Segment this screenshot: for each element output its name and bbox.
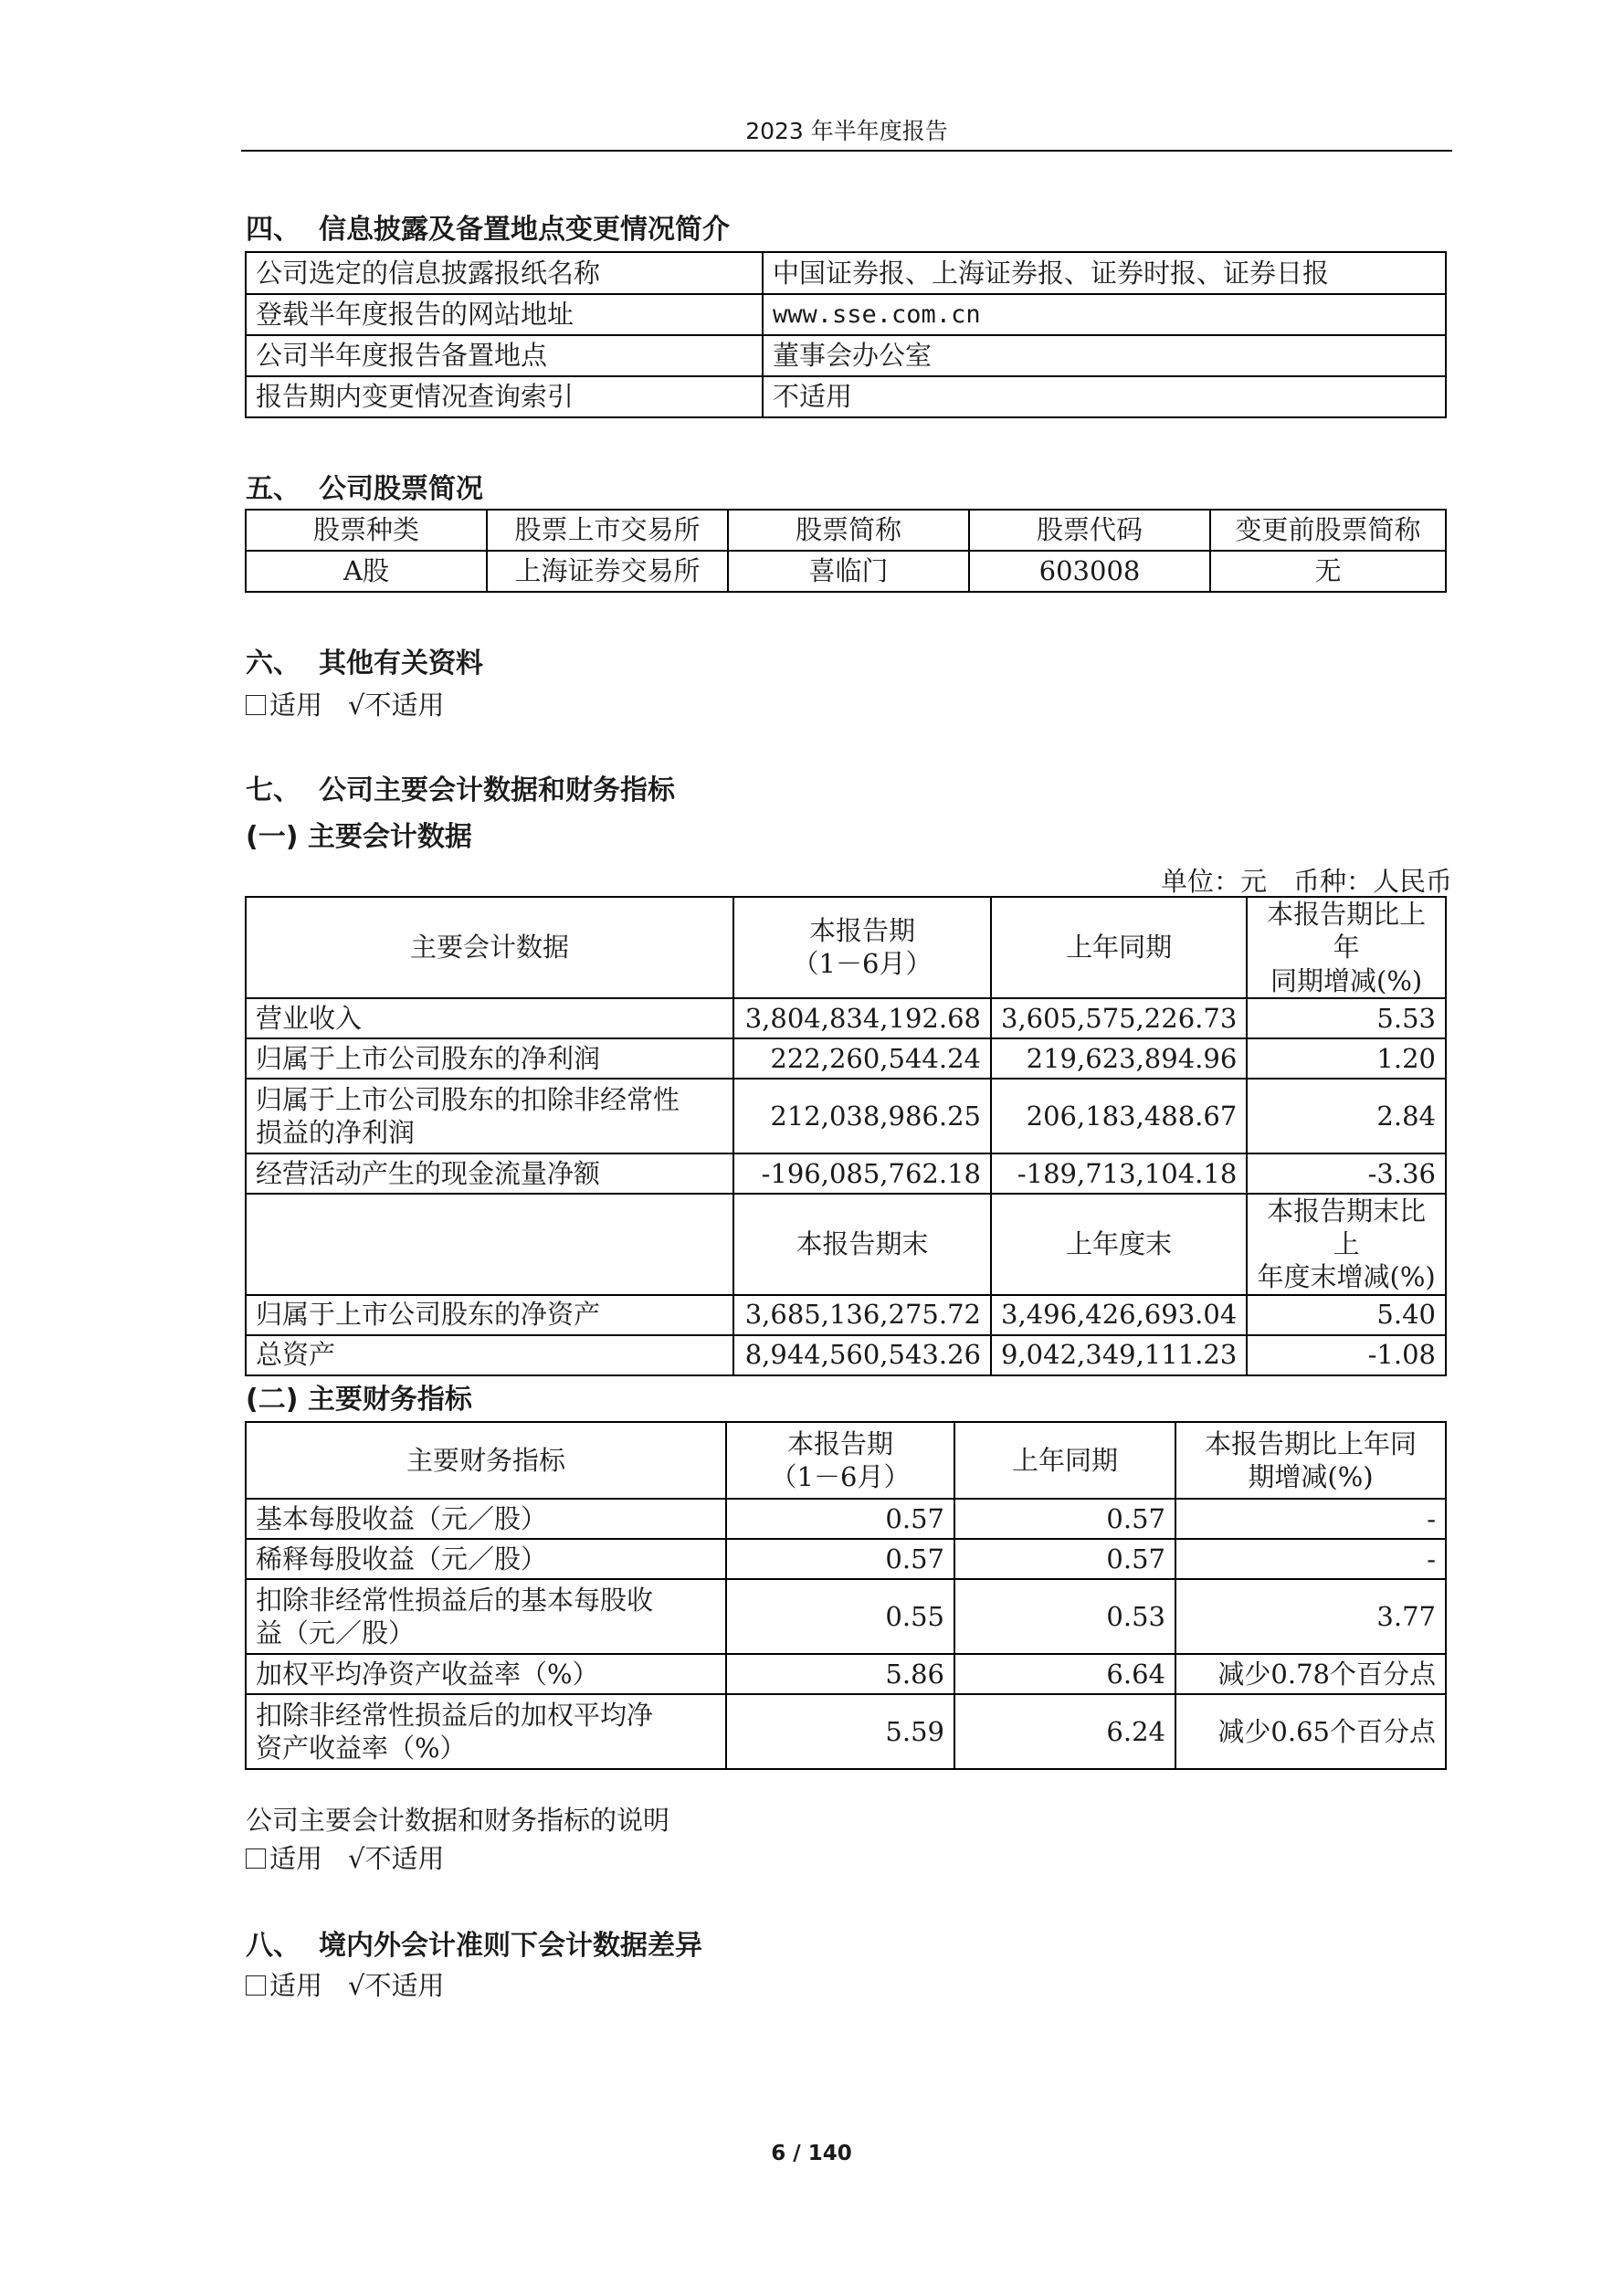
label-line: 归属于上市公司股东的扣除非经常性 <box>256 1083 680 1115</box>
table-cell-number: 206,183,488.67 <box>991 1079 1247 1153</box>
table-cell-number: 222,260,544.24 <box>733 1038 991 1079</box>
table-cell-number: 3,605,575,226.73 <box>991 998 1247 1038</box>
label-line: 益（元／股） <box>256 1617 416 1648</box>
table-row <box>246 998 1446 1038</box>
table-row <box>246 294 1446 335</box>
table-row <box>246 252 1446 294</box>
table-cell-label <box>246 1694 726 1769</box>
section-7-applicability <box>246 1838 445 1876</box>
table-header-row <box>246 1194 1446 1295</box>
subsection-1-title: (一) 主要会计数据 <box>246 821 472 853</box>
website-link[interactable]: www.sse.com.cn <box>763 294 1446 335</box>
section-8-title: 境内外会计准则下会计数据差异 <box>319 1930 702 1962</box>
table-row <box>246 551 1446 592</box>
table-header-cell: 股票代码 <box>969 510 1210 551</box>
table-header-cell: 变更前股票简称 <box>1210 510 1446 551</box>
table-cell-number: 6.24 <box>954 1694 1175 1769</box>
table-cell-number: 0.53 <box>954 1579 1175 1654</box>
table-cell-number: - <box>1175 1499 1446 1539</box>
section-7-number: 七、 <box>246 774 300 806</box>
label-line: 扣除非经常性损益后的基本每股收 <box>256 1584 654 1616</box>
section-8-applicability <box>246 1965 445 2003</box>
table-header-cell: 主要财务指标 <box>246 1422 726 1499</box>
section-6-number: 六、 <box>246 648 300 679</box>
header-line: 期增减(%) <box>1248 1461 1374 1492</box>
table-header-cell: 上年度末 <box>991 1194 1247 1295</box>
table-cell-value: 董事会办公室 <box>763 335 1446 376</box>
table-header-row <box>246 897 1446 998</box>
table-cell-label: 基本每股收益（元／股） <box>246 1499 726 1539</box>
unit-currency-note: 单位：元 币种：人民币 <box>1160 866 1452 897</box>
header-line: 年度末增减(%) <box>1257 1261 1436 1293</box>
table-cell-label: 公司半年度报告备置地点 <box>246 335 763 376</box>
table-cell-value: 中国证券报、上海证券报、证券时报、证券日报 <box>763 252 1446 294</box>
table-header-cell: 上年同期 <box>991 897 1247 998</box>
table-cell-label: 登载半年度报告的网站地址 <box>246 294 763 335</box>
table-cell-label: 经营活动产生的现金流量净额 <box>246 1153 733 1194</box>
table-cell-number: 5.40 <box>1247 1295 1446 1335</box>
table-cell-number: -1.08 <box>1247 1335 1446 1375</box>
table-row <box>246 1295 1446 1335</box>
table-cell-number: -3.36 <box>1247 1153 1446 1194</box>
table-cell-label <box>246 1579 726 1654</box>
table-cell-number: 2.84 <box>1247 1079 1446 1153</box>
table-cell-number: -189,713,104.18 <box>991 1153 1247 1194</box>
table-cell-number: 0.55 <box>726 1579 954 1654</box>
checkbox-icon <box>246 1848 266 1869</box>
table-cell-number: 减少0.65个百分点 <box>1175 1694 1446 1769</box>
table-cell-number: 3,804,834,192.68 <box>733 998 991 1038</box>
table-row <box>246 1539 1446 1579</box>
stock-info-table <box>245 509 1447 593</box>
table-row <box>246 335 1446 376</box>
header-line: 同期增减(%) <box>1270 964 1423 996</box>
table-header-cell: 股票种类 <box>246 510 487 551</box>
section-8-heading <box>246 1922 702 1963</box>
table-cell-value: 不适用 <box>763 376 1446 417</box>
table-cell-number: 8,944,560,543.26 <box>733 1335 991 1375</box>
table-cell-label: 营业收入 <box>246 998 733 1038</box>
table-header-row <box>246 510 1446 551</box>
table-cell-number: 0.57 <box>726 1539 954 1579</box>
section-4-title: 信息披露及备置地点变更情况简介 <box>319 214 730 246</box>
page-number: 6 / 140 <box>771 2142 852 2165</box>
section-6-applicability <box>246 685 445 722</box>
table-row <box>246 1038 1446 1079</box>
label-line: 损益的净利润 <box>256 1116 416 1148</box>
table-cell-number: 3,496,426,693.04 <box>991 1295 1247 1335</box>
header-divider <box>241 150 1452 152</box>
table-header-cell <box>733 897 991 998</box>
section-7-heading <box>246 767 675 807</box>
table-cell: 无 <box>1210 551 1446 592</box>
section-7-title: 公司主要会计数据和财务指标 <box>319 774 675 806</box>
section-6-heading <box>246 640 483 680</box>
table-row <box>246 1694 1446 1769</box>
not-applicable-label: 不适用 <box>364 690 445 721</box>
header-line: 本报告期末比上 <box>1267 1195 1427 1259</box>
header-line: 本报告期 <box>786 1427 893 1459</box>
header-line: （1－6月） <box>770 1461 911 1492</box>
table-cell-number: 5.86 <box>726 1654 954 1694</box>
not-applicable-label: 不适用 <box>364 1843 445 1874</box>
section-5-title: 公司股票简况 <box>319 473 483 505</box>
table-row <box>246 1579 1446 1654</box>
table-cell-number: 219,623,894.96 <box>991 1038 1247 1079</box>
section-4-number: 四、 <box>246 214 300 246</box>
table-cell-label: 加权平均净资产收益率（%） <box>246 1654 726 1694</box>
table-header-cell <box>726 1422 954 1499</box>
table-cell-number: 3.77 <box>1175 1579 1446 1654</box>
applicable-label: 适用 <box>269 1970 323 2001</box>
header-line: 本报告期比上年同 <box>1204 1427 1417 1459</box>
disclosure-table <box>245 251 1447 418</box>
not-applicable-label: 不适用 <box>364 1970 445 2001</box>
checkbox-icon <box>246 1975 266 1996</box>
table-row <box>246 1153 1446 1194</box>
financial-indicators-table <box>245 1421 1447 1770</box>
table-cell-number: 0.57 <box>954 1539 1175 1579</box>
table-cell-number: -196,085,762.18 <box>733 1153 991 1194</box>
check-mark-icon: √ <box>348 1970 365 2001</box>
table-header-row <box>246 1422 1446 1499</box>
table-cell-number: 6.64 <box>954 1654 1175 1694</box>
table-header-cell: 上年同期 <box>954 1422 1175 1499</box>
label-line: 扣除非经常性损益后的加权平均净 <box>256 1699 654 1731</box>
header-line: （1－6月） <box>792 948 933 980</box>
table-cell-number: 0.57 <box>954 1499 1175 1539</box>
table-cell-number: 5.59 <box>726 1694 954 1769</box>
table-row <box>246 1079 1446 1153</box>
table-cell-label: 报告期内变更情况查询索引 <box>246 376 763 417</box>
header-line: 本报告期比上年 <box>1267 899 1427 964</box>
table-header-cell: 股票简称 <box>728 510 969 551</box>
table-cell-number: 212,038,986.25 <box>733 1079 991 1153</box>
table-row <box>246 1335 1446 1375</box>
table-cell-number: 9,042,349,111.23 <box>991 1335 1247 1375</box>
table-header-cell <box>1175 1422 1446 1499</box>
checkbox-icon <box>246 695 266 715</box>
table-cell-number: 5.53 <box>1247 998 1446 1038</box>
table-header-cell: 主要会计数据 <box>246 897 733 998</box>
label-line: 资产收益率（%） <box>256 1733 467 1764</box>
accounting-data-table <box>245 896 1447 1376</box>
table-cell-number: 1.20 <box>1247 1038 1446 1079</box>
table-header-cell <box>1247 897 1446 998</box>
table-header-cell: 本报告期末 <box>733 1194 991 1295</box>
table-cell: 上海证券交易所 <box>487 551 728 592</box>
subsection-2-title: (二) 主要财务指标 <box>246 1384 472 1416</box>
table-cell: 喜临门 <box>728 551 969 592</box>
applicable-label: 适用 <box>269 1843 323 1874</box>
table-cell-label: 总资产 <box>246 1335 733 1375</box>
table-cell-number: 减少0.78个百分点 <box>1175 1654 1446 1694</box>
table-header-cell-empty <box>246 1194 733 1295</box>
check-mark-icon: √ <box>348 1843 365 1874</box>
table-cell: A股 <box>246 551 487 592</box>
table-row <box>246 1499 1446 1539</box>
table-row <box>246 1654 1446 1694</box>
table-cell-label: 公司选定的信息披露报纸名称 <box>246 252 763 294</box>
section-5-heading <box>246 466 483 506</box>
table-cell-number: - <box>1175 1539 1446 1579</box>
check-mark-icon: √ <box>348 690 365 721</box>
table-cell-label: 归属于上市公司股东的净利润 <box>246 1038 733 1079</box>
table-cell-number: 3,685,136,275.72 <box>733 1295 991 1335</box>
table-row <box>246 376 1446 417</box>
applicable-label: 适用 <box>269 690 323 721</box>
table-header-cell: 股票上市交易所 <box>487 510 728 551</box>
table-cell-label: 稀释每股收益（元／股） <box>246 1539 726 1579</box>
table-cell-number: 0.57 <box>726 1499 954 1539</box>
table-cell-label <box>246 1079 733 1153</box>
table-cell-label: 归属于上市公司股东的净资产 <box>246 1295 733 1335</box>
page-header: 2023 年半年度报告 <box>745 118 948 144</box>
section-4-heading <box>246 206 730 247</box>
section-5-number: 五、 <box>246 473 300 505</box>
header-line: 本报告期 <box>808 915 915 947</box>
table-header-cell <box>1247 1194 1446 1295</box>
section-8-number: 八、 <box>246 1930 300 1962</box>
table-cell: 603008 <box>969 551 1210 592</box>
section-6-title: 其他有关资料 <box>319 648 483 679</box>
financial-notes-label: 公司主要会计数据和财务指标的说明 <box>246 1805 670 1836</box>
